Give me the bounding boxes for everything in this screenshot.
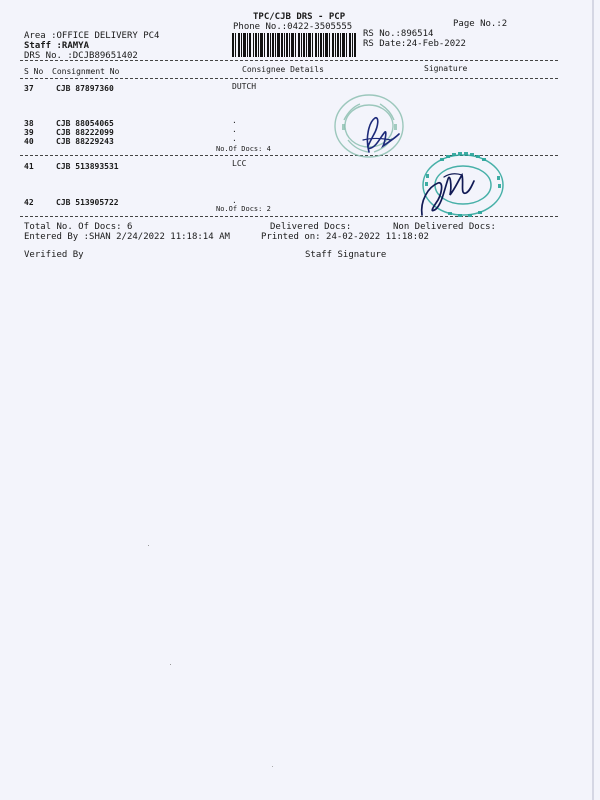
non-delivered-docs: Non Delivered Docs: [393,222,496,232]
delivered-docs: Delivered Docs: [270,222,352,232]
column-header-signature: Signature [424,64,468,73]
drs-number: DRS No. :DCJB89651402 [24,51,138,61]
phone-number: Phone No.:0422-3505555 [233,22,353,32]
column-header-rule [20,78,558,79]
barcode [232,33,356,57]
scan-speck [170,664,171,665]
signature-1 [355,112,403,158]
page-number: Page No.:2 [453,19,508,29]
staff-signature-label: Staff Signature [305,250,387,260]
printed-on: Printed on: 24-02-2022 11:18:02 [261,232,429,242]
document-title: TPC/CJB DRS - PCP [253,12,346,22]
row-consignment: CJB 88054065 [56,119,114,128]
row-sno: 39 [24,128,34,137]
rs-number: RS No.:896514 [363,29,434,39]
row-sno: 37 [24,84,34,93]
header-rule [20,60,558,61]
verified-by-label: Verified By [24,250,84,260]
consignee-name: LCC [232,159,247,168]
scan-speck [272,766,273,767]
column-header-consignment: Consignment No [52,67,120,76]
blank-consignee-dot: . [232,125,237,134]
consignee-name: DUTCH [232,82,257,91]
staff-label: Staff :RAMYA [24,41,90,51]
entered-by: Entered By :SHAN 2/24/2022 11:18:14 AM [24,232,230,242]
docs-count: No.Of Docs: 4 [216,145,271,153]
page-edge [592,0,594,800]
column-header-consignee: Consignee Details [242,65,324,74]
column-header-sno: S No [24,67,44,76]
row-sno: 41 [24,162,34,171]
row-consignment: CJB 88222099 [56,128,114,137]
row-consignment: CJB 513905722 [56,198,119,207]
row-sno: 38 [24,119,34,128]
rs-date: RS Date:24-Feb-2022 [363,39,466,49]
signature-2 [416,165,480,225]
docs-count: No.Of Docs: 2 [216,205,271,213]
row-sno: 40 [24,137,34,146]
total-docs: Total No. Of Docs: 6 [24,222,133,232]
row-consignment: CJB 87897360 [56,84,114,93]
row-sno: 42 [24,198,34,207]
scan-speck [148,545,149,546]
blank-consignee-dot: . [232,196,237,205]
blank-consignee-dot: . [232,116,237,125]
row-consignment: CJB 88229243 [56,137,114,146]
row-consignment: CJB 513893531 [56,162,119,171]
area-label: Area :OFFICE DELIVERY PC4 [24,31,160,41]
blank-consignee-dot: . [232,134,237,143]
